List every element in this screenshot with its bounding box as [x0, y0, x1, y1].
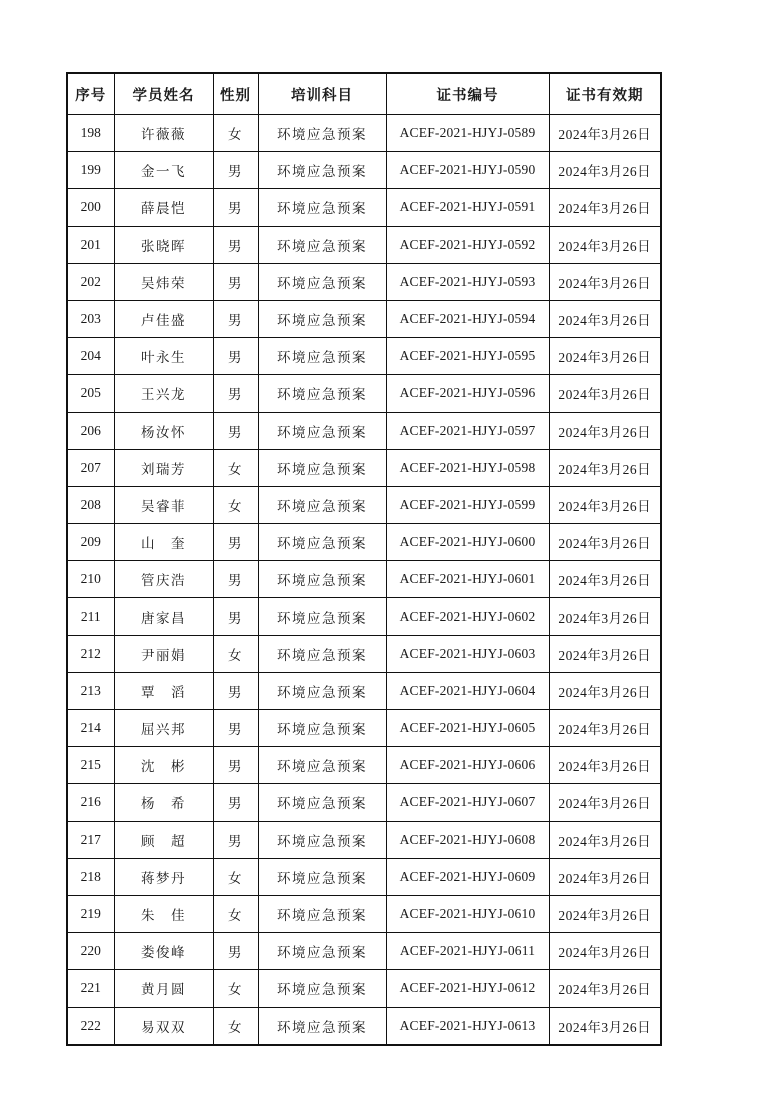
- cell-serial: 215: [67, 747, 114, 784]
- cell-name: 叶永生: [114, 338, 213, 375]
- cell-cert-no: ACEF-2021-HJYJ-0590: [386, 152, 549, 189]
- cell-gender: 男: [213, 338, 258, 375]
- cell-name: 金一飞: [114, 152, 213, 189]
- cell-validity: 2024年3月26日: [549, 338, 661, 375]
- cell-validity: 2024年3月26日: [549, 412, 661, 449]
- cell-serial: 212: [67, 635, 114, 672]
- cell-serial: 222: [67, 1007, 114, 1045]
- cell-serial: 199: [67, 152, 114, 189]
- cell-validity: 2024年3月26日: [549, 263, 661, 300]
- cell-cert-no: ACEF-2021-HJYJ-0595: [386, 338, 549, 375]
- cell-gender: 男: [213, 412, 258, 449]
- table-row: [67, 895, 661, 932]
- cell-cert-no: ACEF-2021-HJYJ-0613: [386, 1007, 549, 1045]
- cell-cert-no: ACEF-2021-HJYJ-0599: [386, 486, 549, 523]
- cell-name: 薛晨恺: [114, 189, 213, 226]
- cell-name: 山 奎: [114, 524, 213, 561]
- cell-cert-no: ACEF-2021-HJYJ-0593: [386, 263, 549, 300]
- cell-subject: 环境应急预案: [258, 300, 386, 337]
- cell-gender: 女: [213, 635, 258, 672]
- cell-cert-no: ACEF-2021-HJYJ-0608: [386, 821, 549, 858]
- cell-gender: 女: [213, 449, 258, 486]
- table-row: [67, 449, 661, 486]
- cell-subject: 环境应急预案: [258, 635, 386, 672]
- cell-gender: 男: [213, 226, 258, 263]
- cell-serial: 211: [67, 598, 114, 635]
- cell-subject: 环境应急预案: [258, 152, 386, 189]
- cell-validity: 2024年3月26日: [549, 1007, 661, 1045]
- cell-subject: 环境应急预案: [258, 338, 386, 375]
- cell-name: 吴炜荣: [114, 263, 213, 300]
- cell-subject: 环境应急预案: [258, 1007, 386, 1045]
- cell-serial: 204: [67, 338, 114, 375]
- cell-serial: 198: [67, 115, 114, 152]
- cell-subject: 环境应急预案: [258, 115, 386, 152]
- cell-validity: 2024年3月26日: [549, 821, 661, 858]
- cell-name: 刘瑞芳: [114, 449, 213, 486]
- col-header-cert-no: 证书编号: [386, 73, 549, 115]
- table-row: [67, 598, 661, 635]
- cell-gender: 女: [213, 858, 258, 895]
- cell-validity: 2024年3月26日: [549, 747, 661, 784]
- cell-subject: 环境应急预案: [258, 524, 386, 561]
- cell-cert-no: ACEF-2021-HJYJ-0596: [386, 375, 549, 412]
- cell-validity: 2024年3月26日: [549, 933, 661, 970]
- cell-validity: 2024年3月26日: [549, 189, 661, 226]
- cell-subject: 环境应急预案: [258, 486, 386, 523]
- table-row: [67, 412, 661, 449]
- cell-cert-no: ACEF-2021-HJYJ-0603: [386, 635, 549, 672]
- table-row: [67, 821, 661, 858]
- cell-cert-no: ACEF-2021-HJYJ-0605: [386, 710, 549, 747]
- cell-validity: 2024年3月26日: [549, 598, 661, 635]
- cell-serial: 203: [67, 300, 114, 337]
- cell-serial: 207: [67, 449, 114, 486]
- cell-gender: 男: [213, 524, 258, 561]
- cell-validity: 2024年3月26日: [549, 115, 661, 152]
- table-row: [67, 152, 661, 189]
- table-row: [67, 189, 661, 226]
- table-row: [67, 933, 661, 970]
- cell-validity: 2024年3月26日: [549, 524, 661, 561]
- cell-gender: 女: [213, 970, 258, 1007]
- cell-cert-no: ACEF-2021-HJYJ-0606: [386, 747, 549, 784]
- cell-cert-no: ACEF-2021-HJYJ-0612: [386, 970, 549, 1007]
- cell-cert-no: ACEF-2021-HJYJ-0591: [386, 189, 549, 226]
- table-row: [67, 858, 661, 895]
- cell-gender: 男: [213, 189, 258, 226]
- table-row: [67, 561, 661, 598]
- cell-gender: 男: [213, 710, 258, 747]
- table-row: [67, 300, 661, 337]
- cell-gender: 男: [213, 747, 258, 784]
- cell-serial: 218: [67, 858, 114, 895]
- cell-validity: 2024年3月26日: [549, 375, 661, 412]
- cell-name: 杨 希: [114, 784, 213, 821]
- cell-validity: 2024年3月26日: [549, 300, 661, 337]
- cell-subject: 环境应急预案: [258, 449, 386, 486]
- table-row: [67, 672, 661, 709]
- table-row: [67, 486, 661, 523]
- cell-gender: 男: [213, 933, 258, 970]
- cell-cert-no: ACEF-2021-HJYJ-0589: [386, 115, 549, 152]
- table-row: [67, 226, 661, 263]
- table-row: [67, 115, 661, 152]
- table-row: [67, 747, 661, 784]
- cell-gender: 男: [213, 152, 258, 189]
- cell-subject: 环境应急预案: [258, 226, 386, 263]
- cell-subject: 环境应急预案: [258, 672, 386, 709]
- cell-cert-no: ACEF-2021-HJYJ-0610: [386, 895, 549, 932]
- cell-validity: 2024年3月26日: [549, 449, 661, 486]
- cell-serial: 219: [67, 895, 114, 932]
- cell-serial: 201: [67, 226, 114, 263]
- cell-subject: 环境应急预案: [258, 747, 386, 784]
- cell-subject: 环境应急预案: [258, 895, 386, 932]
- table-row: [67, 338, 661, 375]
- cell-cert-no: ACEF-2021-HJYJ-0597: [386, 412, 549, 449]
- table-row: [67, 1007, 661, 1045]
- table-row: [67, 375, 661, 412]
- cell-serial: 220: [67, 933, 114, 970]
- cell-validity: 2024年3月26日: [549, 635, 661, 672]
- cell-subject: 环境应急预案: [258, 561, 386, 598]
- cell-cert-no: ACEF-2021-HJYJ-0594: [386, 300, 549, 337]
- cell-name: 覃 滔: [114, 672, 213, 709]
- cell-validity: 2024年3月26日: [549, 152, 661, 189]
- table-row: [67, 263, 661, 300]
- cell-name: 杨汝怀: [114, 412, 213, 449]
- col-header-subject: 培训科目: [258, 73, 386, 115]
- table-row: [67, 635, 661, 672]
- cell-serial: 213: [67, 672, 114, 709]
- cell-name: 尹丽娟: [114, 635, 213, 672]
- cell-validity: 2024年3月26日: [549, 226, 661, 263]
- cell-serial: 200: [67, 189, 114, 226]
- cell-name: 蒋梦丹: [114, 858, 213, 895]
- table-header-row: [67, 73, 661, 115]
- cell-gender: 男: [213, 672, 258, 709]
- col-header-name: 学员姓名: [114, 73, 213, 115]
- cell-name: 管庆浩: [114, 561, 213, 598]
- cell-serial: 205: [67, 375, 114, 412]
- cell-name: 娄俊峰: [114, 933, 213, 970]
- cell-validity: 2024年3月26日: [549, 970, 661, 1007]
- cell-name: 许薇薇: [114, 115, 213, 152]
- cell-serial: 210: [67, 561, 114, 598]
- cell-name: 沈 彬: [114, 747, 213, 784]
- cell-cert-no: ACEF-2021-HJYJ-0598: [386, 449, 549, 486]
- cell-validity: 2024年3月26日: [549, 486, 661, 523]
- cell-cert-no: ACEF-2021-HJYJ-0600: [386, 524, 549, 561]
- cell-subject: 环境应急预案: [258, 858, 386, 895]
- cell-cert-no: ACEF-2021-HJYJ-0609: [386, 858, 549, 895]
- cell-gender: 女: [213, 486, 258, 523]
- col-header-validity: 证书有效期: [549, 73, 661, 115]
- cell-subject: 环境应急预案: [258, 970, 386, 1007]
- cell-validity: 2024年3月26日: [549, 672, 661, 709]
- cell-subject: 环境应急预案: [258, 784, 386, 821]
- cell-cert-no: ACEF-2021-HJYJ-0601: [386, 561, 549, 598]
- cell-name: 吴睿菲: [114, 486, 213, 523]
- cell-validity: 2024年3月26日: [549, 710, 661, 747]
- cell-gender: 男: [213, 300, 258, 337]
- cell-gender: 女: [213, 895, 258, 932]
- cell-validity: 2024年3月26日: [549, 561, 661, 598]
- table-row: [67, 710, 661, 747]
- col-header-serial: 序号: [67, 73, 114, 115]
- cell-gender: 男: [213, 561, 258, 598]
- cell-name: 屈兴邦: [114, 710, 213, 747]
- cell-serial: 217: [67, 821, 114, 858]
- cell-name: 唐家昌: [114, 598, 213, 635]
- cell-serial: 216: [67, 784, 114, 821]
- cell-serial: 206: [67, 412, 114, 449]
- cell-serial: 208: [67, 486, 114, 523]
- cell-subject: 环境应急预案: [258, 375, 386, 412]
- table-row: [67, 784, 661, 821]
- table-row: [67, 524, 661, 561]
- cell-subject: 环境应急预案: [258, 412, 386, 449]
- cell-subject: 环境应急预案: [258, 821, 386, 858]
- cell-cert-no: ACEF-2021-HJYJ-0604: [386, 672, 549, 709]
- cell-gender: 男: [213, 784, 258, 821]
- cell-gender: 男: [213, 375, 258, 412]
- cell-validity: 2024年3月26日: [549, 895, 661, 932]
- cell-name: 顾 超: [114, 821, 213, 858]
- cell-subject: 环境应急预案: [258, 263, 386, 300]
- cell-name: 黄月圆: [114, 970, 213, 1007]
- cell-name: 易双双: [114, 1007, 213, 1045]
- cell-name: 卢佳盛: [114, 300, 213, 337]
- cell-gender: 男: [213, 598, 258, 635]
- cell-serial: 214: [67, 710, 114, 747]
- cell-name: 朱 佳: [114, 895, 213, 932]
- cell-name: 王兴龙: [114, 375, 213, 412]
- cell-subject: 环境应急预案: [258, 710, 386, 747]
- cell-gender: 女: [213, 115, 258, 152]
- table-row: [67, 970, 661, 1007]
- table-body: [67, 115, 661, 1045]
- cell-cert-no: ACEF-2021-HJYJ-0607: [386, 784, 549, 821]
- cell-validity: 2024年3月26日: [549, 784, 661, 821]
- cell-subject: 环境应急预案: [258, 598, 386, 635]
- cell-validity: 2024年3月26日: [549, 858, 661, 895]
- cell-gender: 男: [213, 263, 258, 300]
- certificate-table: [66, 72, 662, 1046]
- cell-serial: 209: [67, 524, 114, 561]
- cell-serial: 202: [67, 263, 114, 300]
- cell-subject: 环境应急预案: [258, 933, 386, 970]
- cell-cert-no: ACEF-2021-HJYJ-0592: [386, 226, 549, 263]
- cell-cert-no: ACEF-2021-HJYJ-0602: [386, 598, 549, 635]
- cell-subject: 环境应急预案: [258, 189, 386, 226]
- cell-cert-no: ACEF-2021-HJYJ-0611: [386, 933, 549, 970]
- cell-gender: 女: [213, 1007, 258, 1045]
- col-header-gender: 性别: [213, 73, 258, 115]
- cell-serial: 221: [67, 970, 114, 1007]
- cell-name: 张晓晖: [114, 226, 213, 263]
- cell-gender: 男: [213, 821, 258, 858]
